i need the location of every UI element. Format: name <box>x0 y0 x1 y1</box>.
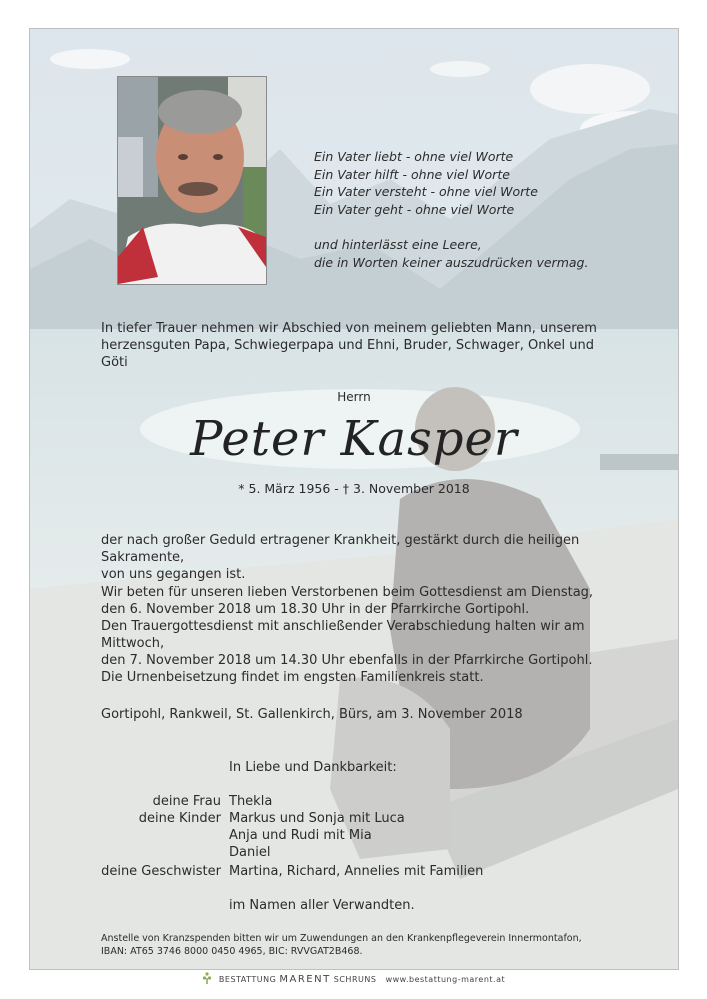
mourner-names: Anja und Rudi mit Mia <box>229 828 372 843</box>
salutation: Herrn <box>337 390 371 404</box>
mourner-label: deine Kinder <box>138 811 221 826</box>
poem-line: Ein Vater versteht - ohne viel Worte <box>314 184 538 199</box>
text-line: von uns gegangen ist. <box>101 567 246 582</box>
portrait-image <box>118 77 266 284</box>
closing-text: im Namen aller Verwandten. <box>229 898 415 913</box>
text-line: der nach großer Geduld ertragener Krankheit, gestärkt durch die heiligen Sakramente, <box>101 533 580 565</box>
text-line: den 7. November 2018 um 14.30 Uhr ebenfalls in der Pfarrkirche Gortipohl. <box>101 653 593 668</box>
portrait-photo <box>117 76 267 285</box>
intro-text <box>101 320 621 371</box>
poem-spacer <box>314 218 588 236</box>
footer-url[interactable]: www.bestattung-marent.at <box>385 975 506 984</box>
poem <box>314 148 588 271</box>
life-dates: * 5. März 1956 - † 3. November 2018 <box>238 481 470 496</box>
note-line: IBAN: AT65 3746 8000 0450 4965, BIC: RVVGAT2B468. <box>101 946 363 957</box>
footer-brand-prefix: BESTATTUNG <box>218 975 277 984</box>
text-line: Die Urnenbeisetzung findet im engsten Familienkreis statt. <box>101 670 484 685</box>
funeral-home-footer <box>0 972 707 985</box>
text-line: den 6. November 2018 um 18.30 Uhr in der Pfarrkirche Gortipohl. <box>101 602 530 617</box>
mourners-heading: In Liebe und Dankbarkeit: <box>229 760 397 775</box>
poem-line: die in Worten keiner auszudrücken vermag. <box>314 254 589 270</box>
mourner-names: Daniel <box>229 845 271 860</box>
mourner-label: deine Frau <box>152 794 221 809</box>
poem-line: und hinterlässt eine Leere, <box>314 237 482 252</box>
intro-line: herzensguten Papa, Schwiegerpapa und Ehni, Bruder, Schwager, Onkel und Göti <box>101 338 595 370</box>
footer-brand-name: MARENT <box>279 974 331 985</box>
poem-line: Ein Vater liebt - ohne viel Worte <box>314 149 514 164</box>
deceased-name: Peter Kasper <box>190 411 518 467</box>
footer-brand-town: SCHRUNS <box>333 975 377 984</box>
text-line: Wir beten für unseren lieben Verstorbenen beim Gottesdienst am Dienstag, <box>101 585 594 600</box>
text-line: Den Trauergottesdienst mit anschließender Verabschiedung halten wir am Mittwoch, <box>101 619 585 651</box>
mourner-label: deine Geschwister <box>101 864 221 879</box>
leaf-logo-icon <box>202 972 212 984</box>
poem-line: Ein Vater geht - ohne viel Worte <box>314 201 515 217</box>
intro-line: In tiefer Trauer nehmen wir Abschied von meinem geliebten Mann, unserem <box>101 321 597 336</box>
poem-line: Ein Vater hilft - ohne viel Worte <box>314 166 510 182</box>
parte-frame <box>29 28 679 970</box>
passing-text <box>101 532 641 583</box>
mourner-names: Thekla <box>229 794 273 809</box>
mourner-names: Martina, Richard, Annelies mit Familien <box>229 864 484 879</box>
donation-note <box>101 932 621 958</box>
service-text <box>101 584 641 686</box>
note-line: Anstelle von Kranzspenden bitten wir um Zuwendungen an den Krankenpflegeverein Innermontafon, <box>101 933 582 944</box>
mourner-names: Markus und Sonja mit Luca <box>229 811 405 826</box>
place-date: Gortipohl, Rankweil, St. Gallenkirch, Bürs, am 3. November 2018 <box>101 707 523 722</box>
